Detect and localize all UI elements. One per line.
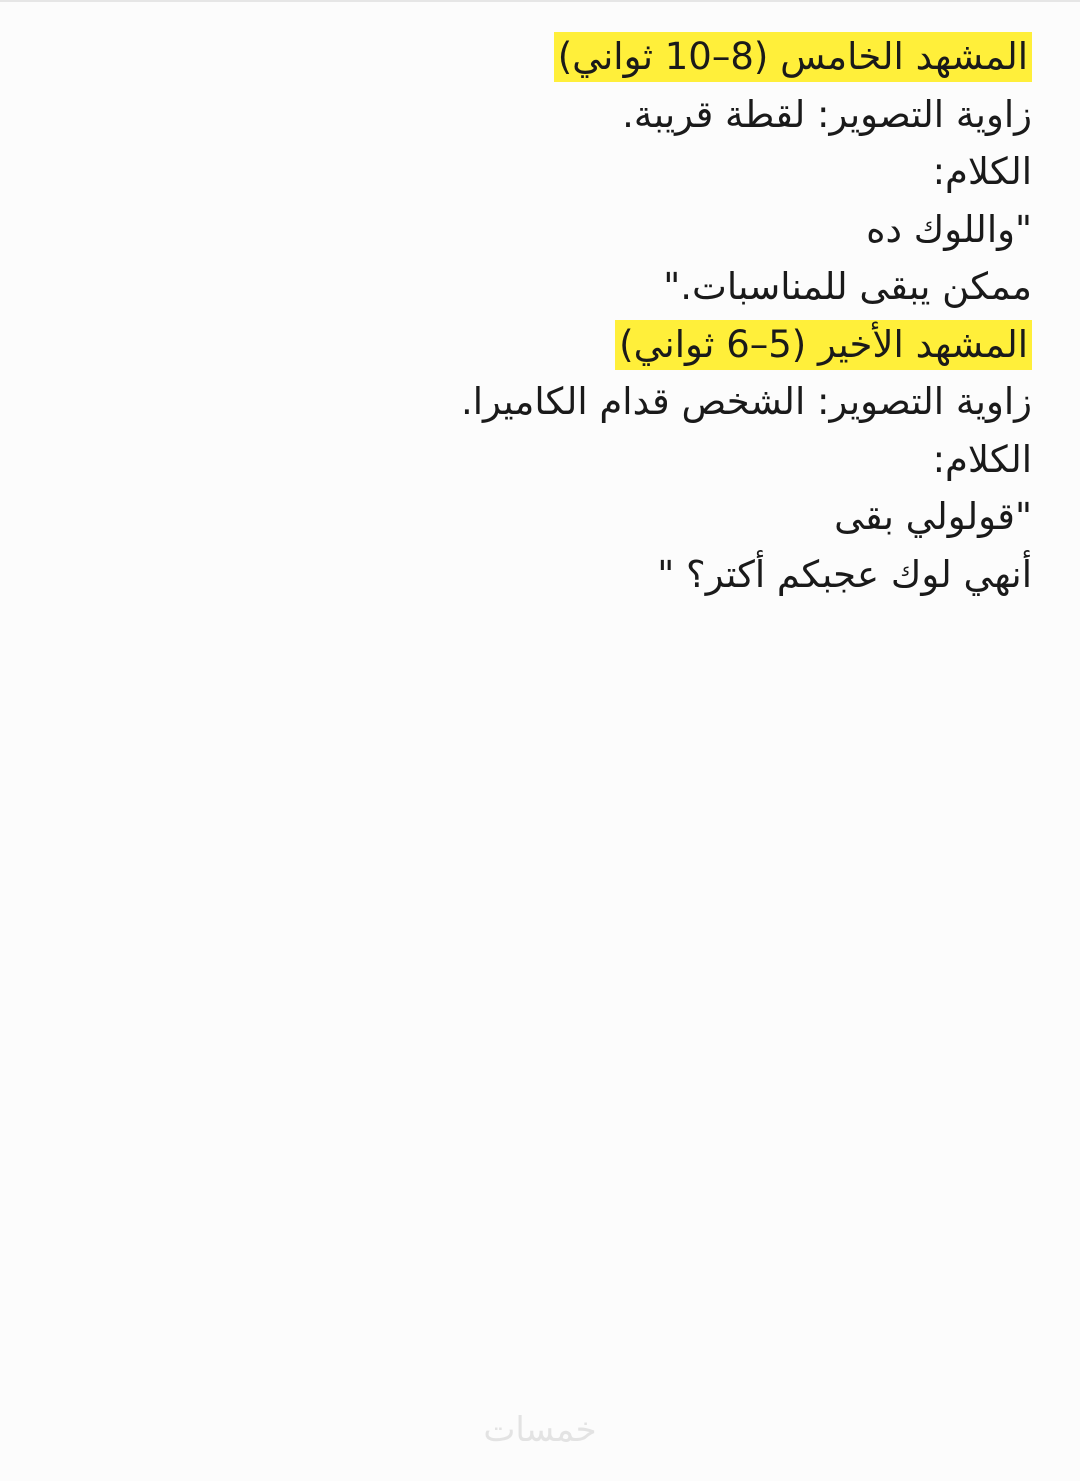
- speech-label: الكلام:: [932, 437, 1032, 481]
- highlighted-heading: المشهد الأخير (5–6 ثواني): [615, 320, 1032, 370]
- highlighted-heading: المشهد الخامس (8–10 ثواني): [554, 32, 1032, 82]
- speech-line: "واللوك ده: [866, 207, 1032, 251]
- scene-heading: [42, 28, 1032, 86]
- speech-line: ممكن يبقى للمناسبات.": [663, 265, 1032, 308]
- speech-line: "قولولي بقى: [834, 495, 1032, 538]
- khamsat-watermark: خمسات: [483, 1410, 597, 1450]
- note-document: [42, 28, 1032, 603]
- top-divider: [0, 0, 1080, 2]
- speech-line: أنهي لوك عجبكم أكتر؟ ": [657, 552, 1032, 596]
- speech-label: الكلام:: [932, 150, 1032, 193]
- camera-angle-line: زاوية التصوير: الشخص قدام الكاميرا.: [460, 380, 1032, 423]
- scene-heading: [42, 316, 1032, 374]
- camera-angle-line: زاوية التصوير: لقطة قريبة.: [622, 92, 1032, 136]
